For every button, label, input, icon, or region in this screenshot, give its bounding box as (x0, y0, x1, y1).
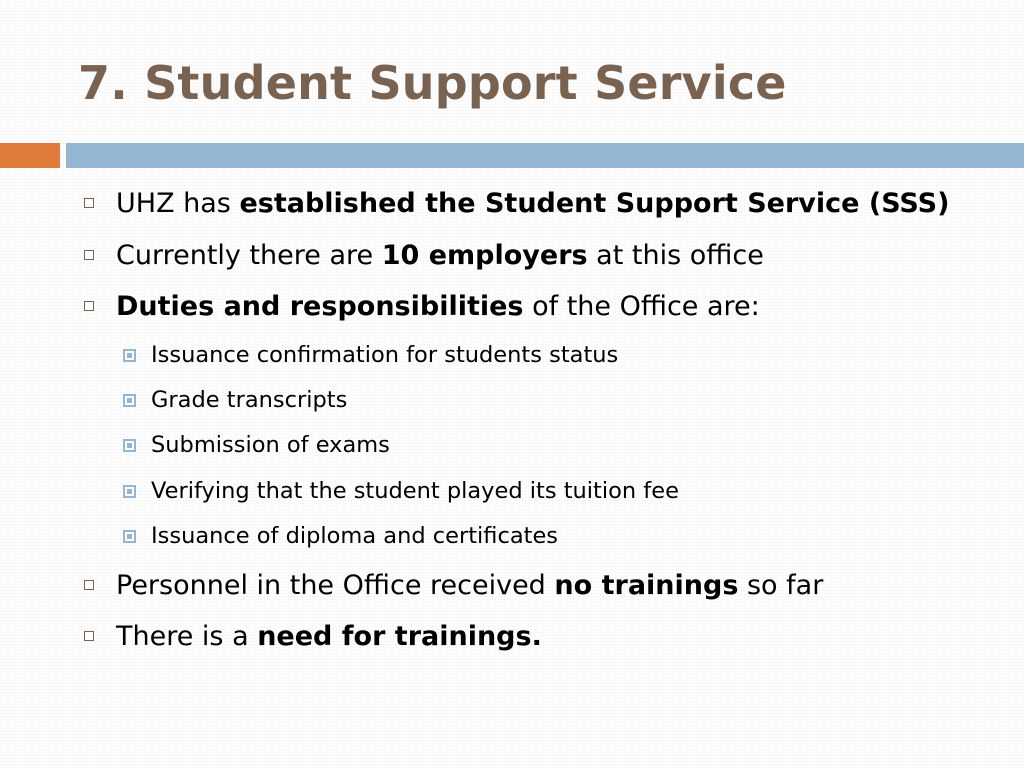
sub-bullet-text: Issuance confirmation for students status (151, 342, 619, 368)
filled-square-bullet-icon (123, 349, 136, 362)
bullet-text-plain: at this office (587, 240, 764, 271)
sub-bullet-item (151, 521, 558, 551)
bullet-item (116, 238, 764, 274)
bullet-text-plain: Personnel in the Office received (116, 570, 555, 601)
hollow-square-bullet-icon (84, 198, 94, 208)
bullet-text-plain: There is a (116, 621, 258, 652)
bullet-text-plain: so far (738, 570, 824, 601)
slide-title: 7. Student Support Service (78, 56, 787, 110)
hollow-square-bullet-icon (84, 631, 94, 641)
bullet-item (116, 619, 542, 655)
hollow-square-bullet-icon (84, 301, 94, 311)
bullet-item (116, 289, 760, 325)
sub-bullet-item (151, 340, 618, 370)
sub-bullet-item (151, 476, 679, 506)
filled-square-bullet-icon (123, 394, 136, 407)
sub-bullet-text: Verifying that the student played its tuition fee (151, 478, 679, 504)
bullet-item (116, 186, 949, 222)
filled-square-bullet-icon (123, 439, 136, 452)
filled-square-bullet-icon (123, 485, 136, 498)
bullet-text-bold: established the Student Support Service (SSS) (239, 188, 950, 219)
bullet-text-bold: Duties and responsibilities (116, 291, 524, 322)
sub-bullet-text: Submission of exams (151, 432, 390, 458)
hollow-square-bullet-icon (84, 580, 94, 590)
sub-bullet-item (151, 430, 390, 460)
bullet-text-bold: no trainings (554, 570, 739, 601)
bullet-text-plain: of the Office are: (523, 291, 760, 322)
sub-bullet-text: Grade transcripts (151, 387, 348, 413)
bullet-item (116, 568, 823, 604)
sub-bullet-text: Issuance of diploma and certificates (151, 523, 559, 549)
bullet-text-bold: need for trainings. (257, 621, 542, 652)
bullet-text-bold: 10 employers (381, 240, 588, 271)
bullet-text-plain: Currently there are (116, 240, 382, 271)
hollow-square-bullet-icon (84, 250, 94, 260)
bullet-text-plain: UHZ has (116, 188, 240, 219)
sub-bullet-item (151, 385, 347, 415)
filled-square-bullet-icon (123, 530, 136, 543)
